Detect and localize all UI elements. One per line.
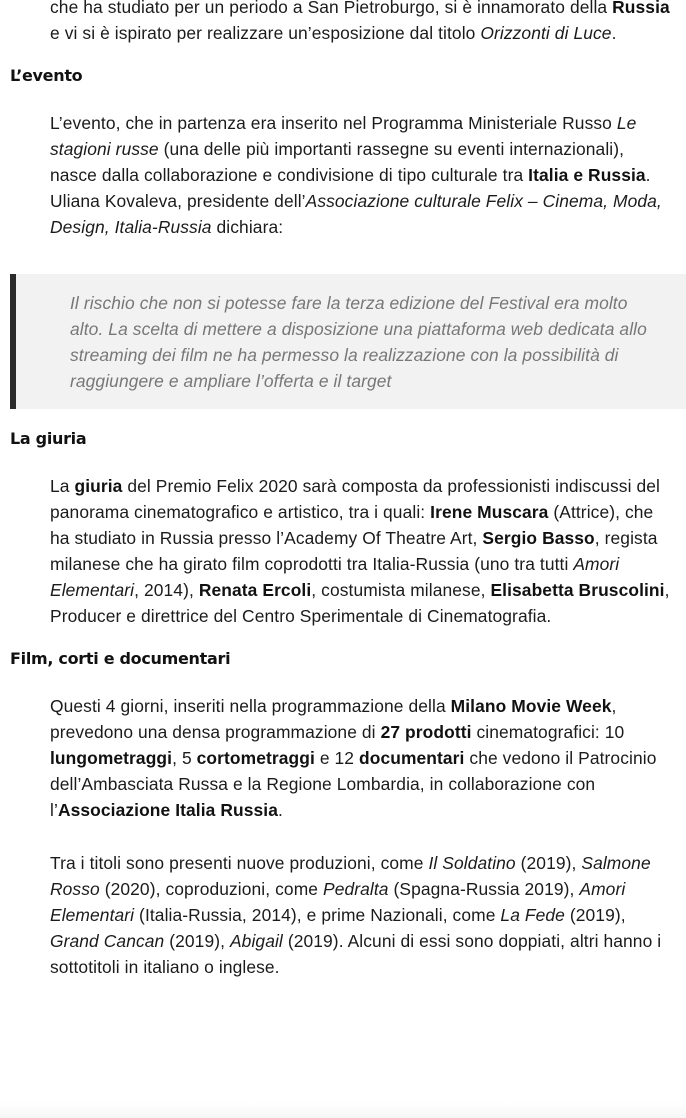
bold-text: Renata Ercoli	[198, 580, 312, 600]
text: , prevedono una densa programmazione di	[50, 696, 617, 742]
italic-text: Associazione culturale Felix – Cinema, Moda, Design, Italia-Russia	[50, 191, 662, 237]
intro-paragraph	[50, 0, 670, 46]
text: (2020), coproduzioni, come	[99, 879, 323, 899]
text: del Premio Felix 2020 sarà composta da professionisti indiscussi del panorama cinematografico e artistico, tra i quali:	[50, 476, 661, 522]
bottom-fade	[0, 1102, 686, 1118]
italic-text: Amori Elementari	[50, 879, 626, 925]
bold-text: Milano Movie Week	[450, 696, 612, 716]
text: , 5	[172, 748, 197, 768]
bold-text: documentari	[359, 748, 465, 768]
italic-text: Salmone Rosso	[50, 853, 651, 899]
italic-text: Pedralta	[323, 879, 389, 899]
bold-text: Sergio Basso	[482, 528, 595, 548]
section-heading-evento: L’evento	[10, 66, 83, 85]
text: La	[50, 476, 75, 496]
italic-text: Il Soldatino	[428, 853, 516, 873]
section-heading-film: Film, corti e documentari	[10, 649, 231, 668]
blockquote	[10, 274, 686, 409]
bold-text: giuria	[74, 476, 123, 496]
bold-text: 27 prodotti	[380, 722, 472, 742]
bold-text: Associazione Italia Russia	[57, 800, 279, 820]
text: L’evento, che in partenza era inserito nel Programma Ministeriale Russo	[50, 113, 617, 133]
text: e vi si è ispirato per realizzare un’esposizione dal titolo	[50, 23, 481, 43]
bold-text: Italia e Russia	[528, 165, 646, 185]
text: , costumista milanese,	[311, 580, 491, 600]
text: Tra i titoli sono presenti nuove produzioni, come	[50, 853, 429, 873]
text: che vedono il Patrocinio dell’Ambasciata Russa e la Regione Lombardia, in collaborazione con l’	[50, 748, 657, 820]
bold-text: Irene Muscara	[430, 502, 549, 522]
text: cinematografici: 10	[471, 722, 625, 742]
quote-text: Il rischio che non si potesse fare la terza edizione del Festival era molto alto. La scelta di mettere a disposizione una piattaforma web dedicata allo streaming dei film ne ha permesso la realizzazione con la possibilità di raggiungere e ampliare l’offerta e il target	[70, 293, 647, 391]
text: e 12	[314, 748, 360, 768]
section-heading-giuria: La giuria	[10, 429, 87, 448]
bold-text: cortometraggi	[196, 748, 315, 768]
text: (2019). Alcuni di essi sono doppiati, altri hanno i sottotitoli in italiano o inglese.	[50, 931, 662, 977]
text: , 2014),	[134, 580, 199, 600]
text: (Italia-Russia, 2014), e prime Nazionali, come	[134, 905, 501, 925]
italic-text: Abigail	[229, 931, 283, 951]
text: (2019),	[164, 931, 230, 951]
italic-text: Orizzonti di Luce	[480, 23, 612, 43]
italic-text: Grand Cancan	[50, 931, 165, 951]
bold-text: Russia	[612, 0, 670, 17]
italic-text: Le stagioni russe	[50, 113, 637, 159]
bold-text: Elisabetta Bruscolini	[490, 580, 665, 600]
text: (Attrice), che ha studiato in Russia presso l’Academy Of Theatre Art,	[50, 502, 654, 548]
text: Questi 4 giorni, inseriti nella programmazione della	[50, 696, 451, 716]
text: .	[611, 23, 617, 43]
evento-paragraph	[50, 110, 670, 240]
text: , regista milanese che ha girato film coprodotti tra Italia-Russia (uno tra tutti	[50, 528, 658, 574]
text: (una delle più importanti rassegne su eventi internazionali), nasce dalla collaborazione e condivisione di tipo culturale tra	[50, 139, 625, 185]
italic-text: La Fede	[500, 905, 565, 925]
italic-text: Amori Elementari	[50, 554, 620, 600]
text: (2019),	[515, 853, 582, 873]
text: dichiara:	[211, 217, 284, 237]
film-paragraph-1	[50, 693, 670, 823]
text: . Uliana Kovaleva, presidente dell’	[50, 165, 651, 211]
giuria-paragraph	[50, 473, 670, 629]
text: , Producer e direttrice del Centro Sperimentale di Cinematografia.	[50, 580, 670, 626]
text: (Spagna-Russia 2019),	[388, 879, 580, 899]
film-paragraph-2	[50, 850, 670, 980]
text: (2019),	[564, 905, 626, 925]
bold-text: lungometraggi	[50, 748, 173, 768]
text: che ha studiato per un periodo a San Pietroburgo, si è innamorato della	[50, 0, 613, 17]
text: .	[278, 800, 283, 820]
